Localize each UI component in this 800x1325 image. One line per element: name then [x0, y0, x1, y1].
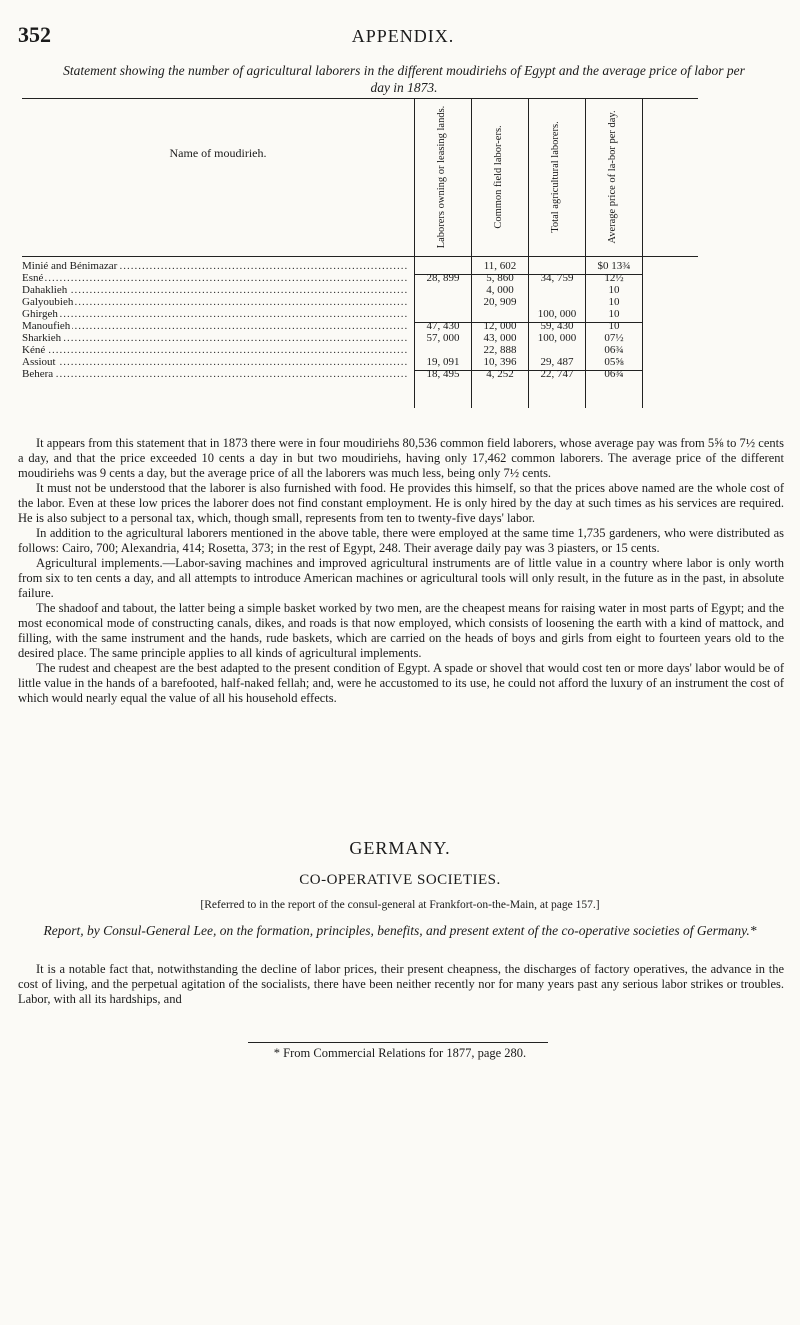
row-cell-c4: 06¾ [604, 368, 624, 380]
row-cell-c4: 10 [608, 284, 620, 296]
row-name: ..... Dahaklieh [22, 284, 408, 296]
running-title: APPENDIX. [351, 26, 455, 46]
paragraph: In addition to the agricultural laborers mentioned in the above table, there were employed at the same time 1,735 gardeners, who were distributed as follows: Cairo, 700; Alexandria, 414; Rosetta, 373; in the rest of Egypt, 248. Their average daily pay was 3 piasters, or 15 cents. [18, 526, 784, 555]
labor-table [22, 98, 698, 408]
header-total: Total agricultural laborers. [550, 121, 561, 233]
col-divider [642, 98, 643, 408]
table-caption: Statement showing the number of agricultural laborers in the different moudiriehs of Egypt and the average price of labor per day in 1873. [63, 63, 745, 95]
row-name: ..... Manoufieh [22, 320, 408, 332]
row-cell-c3 [529, 344, 585, 356]
row-cell-c1 [415, 308, 471, 320]
row-cell-c1 [415, 296, 471, 308]
row-cell-c3 [529, 296, 585, 308]
row-name: ..... Ghirgeh [22, 308, 408, 320]
row-cell-c1: 28, 899 [426, 272, 460, 284]
row-name: ..... Behera [22, 368, 408, 380]
row-name: ..... Kéné [22, 344, 408, 356]
paragraph: It is a notable fact that, notwithstanding the decline of labor prices, their present cheapness, the discharges of factory operatives, the advance in the cost of living, and the perpetual agitation of the socialists, there have been neither recently nor for many years past any serious labor strikes or troubles. Labor, with all its hardships, and [18, 962, 784, 1006]
page-header [18, 22, 788, 52]
row-cell-c3: 100, 000 [537, 332, 577, 344]
header-owners: Laborers owning or leasing lands. [436, 105, 447, 249]
row-cell-c2: 11, 602 [483, 260, 517, 272]
country-heading: GERMANY. [349, 838, 451, 858]
footnote-rule [248, 1042, 548, 1043]
row-cell-c2: 22, 888 [483, 344, 517, 356]
row-name: ..... Galyoubieh [22, 296, 408, 308]
row-cell-c4: 10 [608, 320, 620, 332]
row-cell-c1 [415, 284, 471, 296]
row-cell-c2: 12, 000 [483, 320, 517, 332]
row-cell-c1 [415, 344, 471, 356]
row-cell-c2: 20, 909 [483, 296, 517, 308]
section-body [18, 962, 784, 1007]
header-name: Name of moudirieh. [169, 146, 267, 160]
header-avg-price: Average price of la-bor per day. [607, 110, 618, 244]
body-text [18, 436, 784, 706]
row-name: ..... Assiout [22, 356, 408, 368]
row-cell-c2 [472, 308, 528, 320]
row-cell-c1: 18, 495 [426, 368, 460, 380]
paragraph: It must not be understood that the laborer is also furnished with food. He provides this himself, so that the prices above named are the whole cost of the labor. Even at these low prices the laborer does not find constant employment. He is only hired by the day at such times as his services are required. He is also subject to a personal tax, which, though small, represents from ten to twenty-five days' labor. [18, 481, 784, 525]
row-cell-c3: 29, 487 [540, 356, 574, 368]
report-title: Report, by Consul-General Lee, on the formation, principles, benefits, and present extent of the co-operative societies of Germany.* [43, 923, 757, 938]
row-cell-c4: 06¾ [604, 344, 624, 356]
page-number: 352 [18, 22, 51, 47]
row-cell-c1: 19, 091 [426, 356, 460, 368]
paragraph: The rudest and cheapest are the best adapted to the present condition of Egypt. A spade or shovel that would cost ten or more days' labor would be of little value in the hands of a barefooted, half-naked fellah; and, were he accustomed to its use, he could not afford the luxury of an instrument the cost of which would nearly equal the value of all his household effects. [18, 661, 784, 705]
section-heading: CO-OPERATIVE SOCIETIES. [299, 872, 501, 888]
row-cell-c4: 05⅝ [604, 356, 624, 368]
row-name: ..... Minié and Bénimazar [22, 260, 408, 272]
row-name: ..... Esné [22, 272, 408, 284]
paragraph: Agricultural implements.—Labor-saving machines and improved agricultural instruments are of little value in a country where labor is only worth from six to ten cents a day, and all attempts to introduce American machines or agricultural tools will only result, in the future as in the past, in absolute failure. [18, 556, 784, 600]
row-cell-c1 [415, 260, 471, 272]
row-cell-c3: 34, 759 [540, 272, 574, 284]
row-cell-c4: 10 [608, 308, 620, 320]
row-cell-c4: 12½ [604, 272, 624, 284]
row-cell-c3: 100, 000 [537, 308, 577, 320]
row-cell-c3: 59, 430 [540, 320, 574, 332]
row-cell-c2: 10, 396 [483, 356, 517, 368]
paragraph: The shadoof and tabout, the latter being a simple basket worked by two men, are the cheapest means for raising water in most parts of Egypt; and the most economical mode of constructing canals, dikes, and roads is that now employed, which consists of loosening the earth with a kind of mattock, and filling, with the same instrument and the hands, rude baskets, which are carried on the heads of boys and girls from eight to fourteen years old to the desired place. The same principle applies to all kinds of agricultural implements. [18, 601, 784, 660]
row-cell-c3 [529, 260, 585, 272]
row-cell-c4: $0 13¾ [597, 260, 631, 272]
footnote: * From Commercial Relations for 1877, page 280. [273, 1046, 527, 1060]
row-cell-c1: 47, 430 [426, 320, 460, 332]
row-name: ..... Sharkieh [22, 332, 408, 344]
table-head-rule [22, 256, 698, 257]
row-cell-c1: 57, 000 [426, 332, 460, 344]
table-top-rule [22, 98, 698, 99]
row-cell-c2: 4, 252 [486, 368, 514, 380]
row-cell-c2: 43, 000 [483, 332, 517, 344]
header-field-laborers: Common field labor-ers. [493, 125, 504, 229]
row-cell-c2: 4, 000 [486, 284, 514, 296]
row-cell-c4: 07½ [604, 332, 624, 344]
paragraph: It appears from this statement that in 1873 there were in four moudiriehs 80,536 common field laborers, whose average pay was from 5⅝ to 7½ cents a day, and that the price exceeded 10 cents a day in but two moudiriehs, having only 17,462 common laborers. The average price of the different moudiriehs was 9 cents a day, but the average price of all the laborers was much less, being only 7½ cents. [18, 436, 784, 480]
row-cell-c3 [529, 284, 585, 296]
row-cell-c3: 22, 747 [540, 368, 574, 380]
reference-note: [Referred to in the report of the consul-general at Frankfort-on-the-Main, at page 157.] [200, 899, 600, 911]
row-cell-c2: 5, 860 [486, 272, 514, 284]
row-cell-c4: 10 [608, 296, 620, 308]
